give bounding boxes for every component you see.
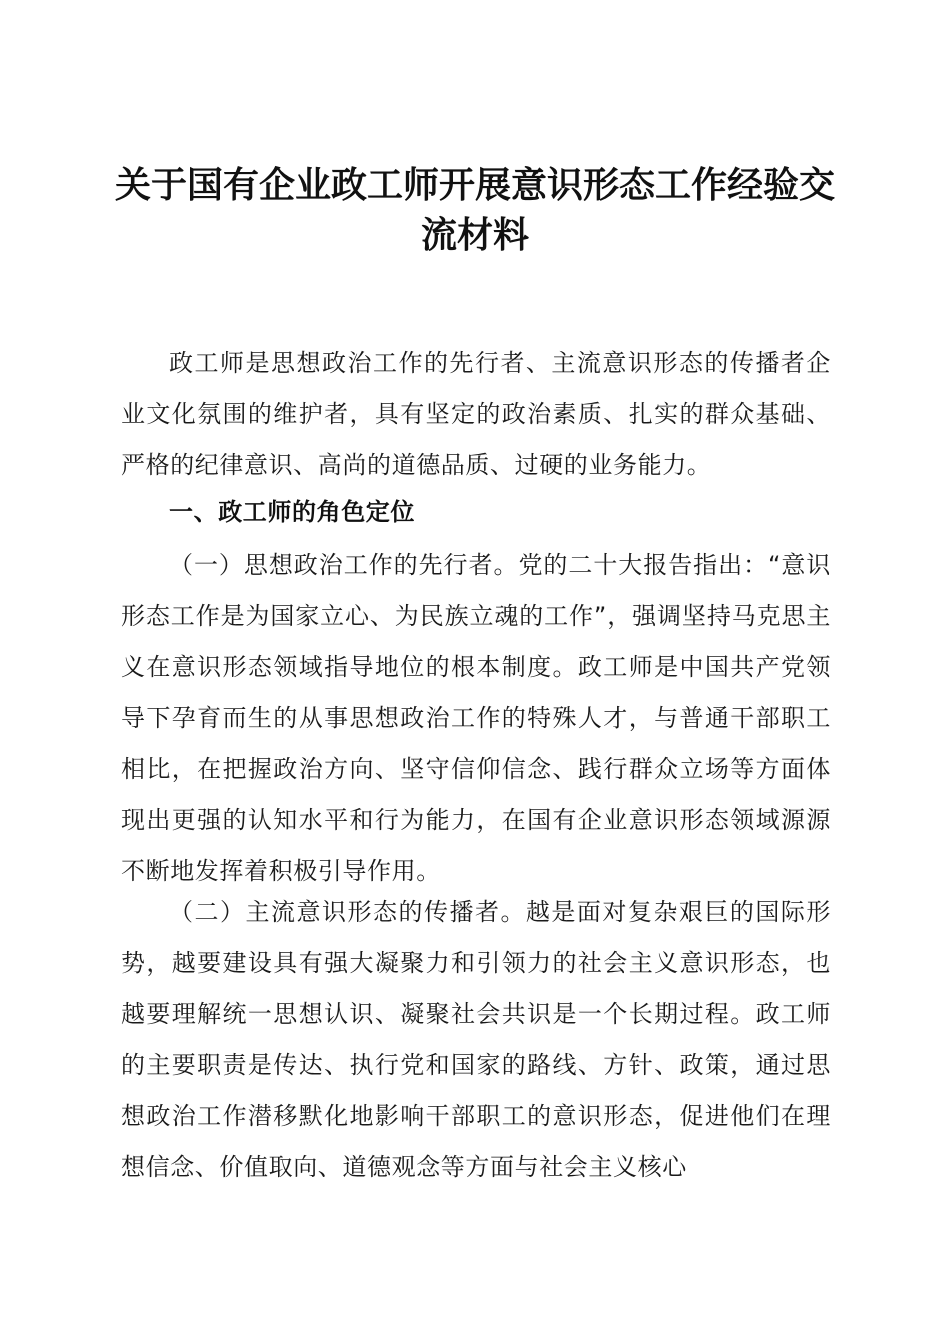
paragraph-1-text: （一）思想政治工作的先行者。党的二十大报告指出：“意识形态工作是为国家立心、为民族立魂的工作”，强调坚持马克思主义在意识形态领域指导地位的根本制度。政工师是中国共产党领导下孕育而生的从事思想政治工作的特殊人才，与普通干部职工相比，在把握政治方向、坚守信仰信念、践行群众立场等方面体现出更强的认知水平和行为能力，在国有企业意识形态领域源源不断地发挥着积极引导作用。 bbox=[121, 551, 831, 885]
intro-paragraph bbox=[121, 338, 831, 491]
title-line-2: 流材料 bbox=[420, 214, 529, 256]
title-line-1: 关于国有企业政工师开展意识形态工作经验交 bbox=[114, 164, 835, 206]
paragraph-1 bbox=[121, 540, 831, 897]
intro-text: 政工师是思想政治工作的先行者、主流意识形态的传播者企业文化氛围的维护者，具有坚定的政治素质、扎实的群众基础、严格的纪律意识、高尚的道德品质、过硬的业务能力。 bbox=[121, 349, 831, 479]
section-heading-1: 一、政工师的角色定位 bbox=[169, 498, 415, 526]
document-title bbox=[100, 160, 850, 260]
paragraph-2-text: （二）主流意识形态的传播者。越是面对复杂艰巨的国际形势，越要建设具有强大凝聚力和引领力的社会主义意识形态，也越要理解统一思想认识、凝聚社会共识是一个长期过程。政工师的主要职责是传达、执行党和国家的路线、方针、政策，通过思想政治工作潜移默化地影响干部职工的意识形态，促进他们在理想信念、价值取向、道德观念等方面与社会主义核心 bbox=[121, 898, 831, 1181]
paragraph-2 bbox=[121, 887, 831, 1193]
